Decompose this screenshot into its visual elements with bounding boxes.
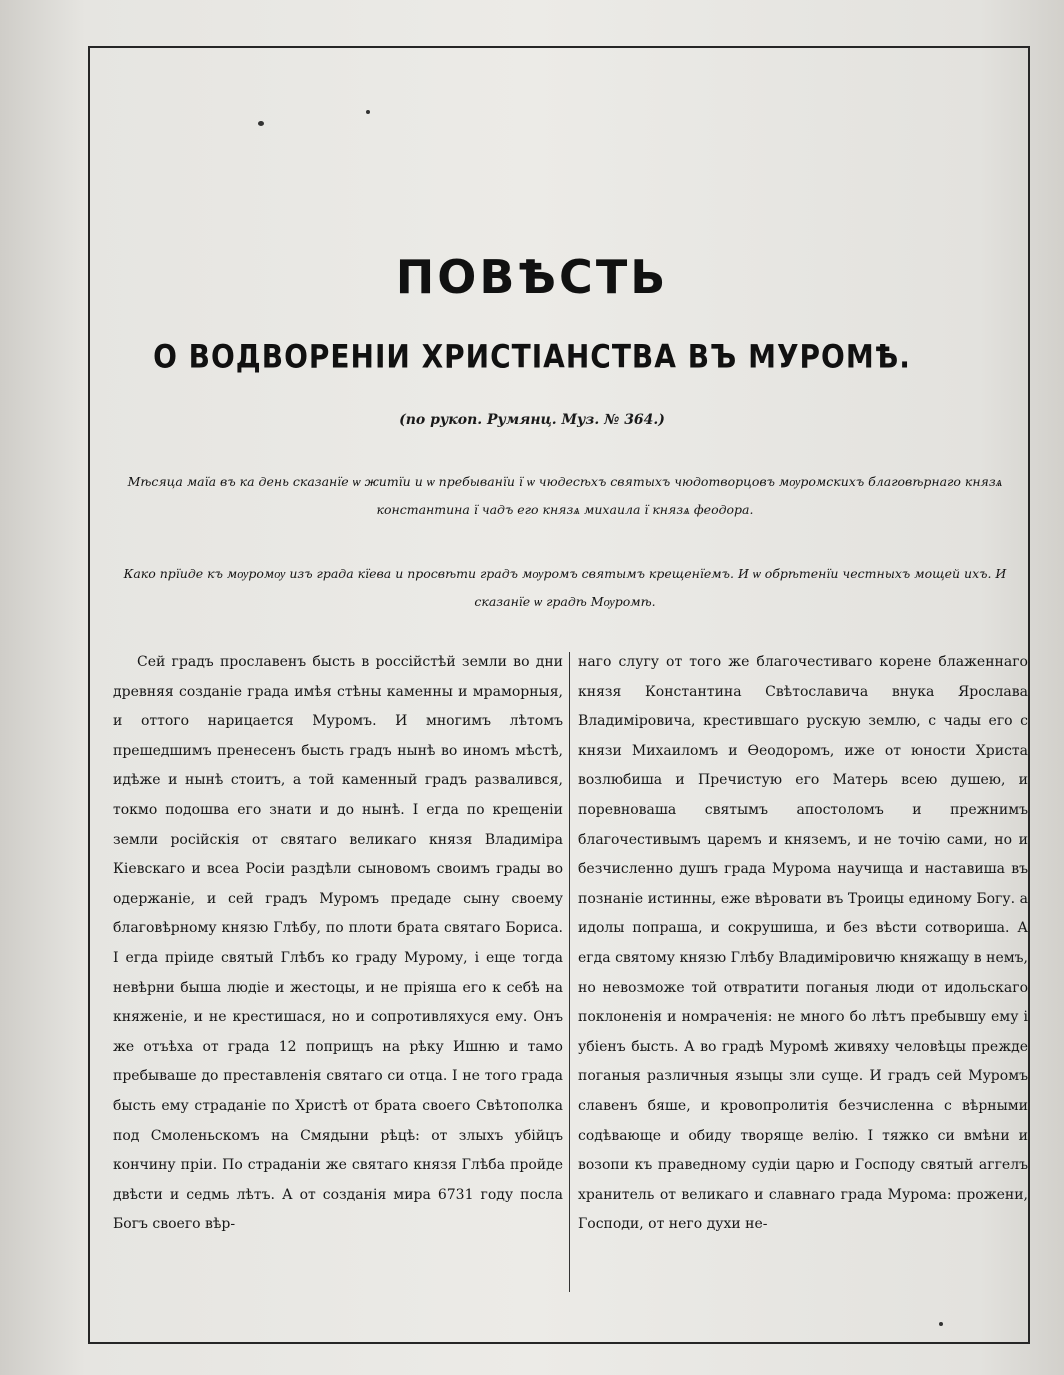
text-column-left: Сей градъ прославенъ бысть в россійстѣй земли во дни древняя созданіе града имѣя стѣны каменны и мраморныя, и оттого нарицается Муромъ. И многимъ лѣтомъ прешедшимъ пренесенъ бысть градъ нынѣ во иномъ мѣстѣ, идѣже и нынѣ стоитъ, а той каменный градъ развалився, токмо подошва его знати и до нынѣ. І егда по крещеніи земли російскія от святаго великаго князя Владиміра Кіевскаго и всеа Росіи раздѣли сыновомъ своимъ грады во одержаніе, и сей градъ Муромъ предаде сыну своему благовѣрному князю Глѣбу, по плоти брата святаго Бориса. І егда пріиде святый Глѣбъ ко граду Мурому, і еще тогда невѣрни быша людіе и жестоцы, и не пріяша его к себѣ на княженіе, и не крестишася, но и сопротивляхуся ему. Онъ же отъѣха от града 12 поприщъ на рѣку Ишню и тамо пребываше до преставленія святаго си отца. І не того града бысть ему страданіе по Христѣ от брата своего Свѣтополка под Смоленьскомъ на Смядыни рѣцѣ: от злыхъ убійцъ кончину пріи. По страданіи же святаго князя Глѣба пройде двѣсти и седмь лѣтъ. А от созданія мира 6731 году посла Богъ своего вѣр-: [113, 654, 563, 1233]
text-column-right: наго слугу от того же благочестиваго корене блаженнаго князя Константина Свѣтославича внука Ярослава Владиміровича, крестившаго рускую землю, с чады его с князи Михаиломъ и Ѳеодоромъ, иже от юности Христа возлюбиша и Пречистую его Матерь всею душею, и поревноваша святымъ апостоломъ и прежнимъ благочестивымъ царемъ и княземъ, и не точію сами, но и безчисленно душъ града Мурома научища и наставиша въ познаніе истинны, еже вѣровати въ Троицы единому Богу. а идолы попраша, и сокрушиша, и без вѣсти сотвориша. А егда святому князю Глѣбу Владиміровичю княжащу в немъ, но невозможе той отвратити поганыя люди от идольскаго поклоненія и номраченія: не много бо лѣтъ пребывшу ему і убіенъ бысть. А во градѣ Муромѣ живяху человѣцы прежде поганыя различныя языцы зли суще. И градъ сей Муромъ славенъ бяше, и кровопролитія безчисленна с вѣрными содѣвающе и обиду творяще велію. І тяжко си вмѣни и возопи къ праведному судіи царю и Господу святый аггелъ хранитель от великаго и славнаго града Мурома: прожени, Господи, от него духи не-: [578, 654, 1028, 1233]
slavonic-heading-2: Како прїиде къ мѹромѹ изъ града кїева и просвѣти градъ мѹромъ святымъ крещенїемъ. И ѡ обрѣтенїи честныхъ мощей ихъ. И сказанїе ѡ градѣ Мѹромѣ.: [123, 566, 1007, 609]
print-speck: [939, 1322, 943, 1326]
print-speck: [258, 121, 264, 126]
source-note: (по рукоп. Румянц. Муз. № 364.): [399, 412, 665, 428]
document-title: ПОВѢСТЬ: [395, 250, 669, 304]
document-subtitle: О ВОДВОРЕНІИ ХРИСТІАНСТВА ВЪ МУРОМѢ.: [153, 337, 911, 376]
column-divider: [569, 652, 570, 1292]
slavonic-heading-1: Мѣсяца маїа въ ка день сказанїе ѡ житїи и ѡ пребыванїи ї ѡ чюдесѣхъ святыхъ чюдотворцовъ мѹромскихъ благовѣрнаго князѧ константина ї чадъ его князѧ михаила ї князѧ феодора.: [127, 474, 1003, 517]
print-speck: [366, 110, 370, 114]
